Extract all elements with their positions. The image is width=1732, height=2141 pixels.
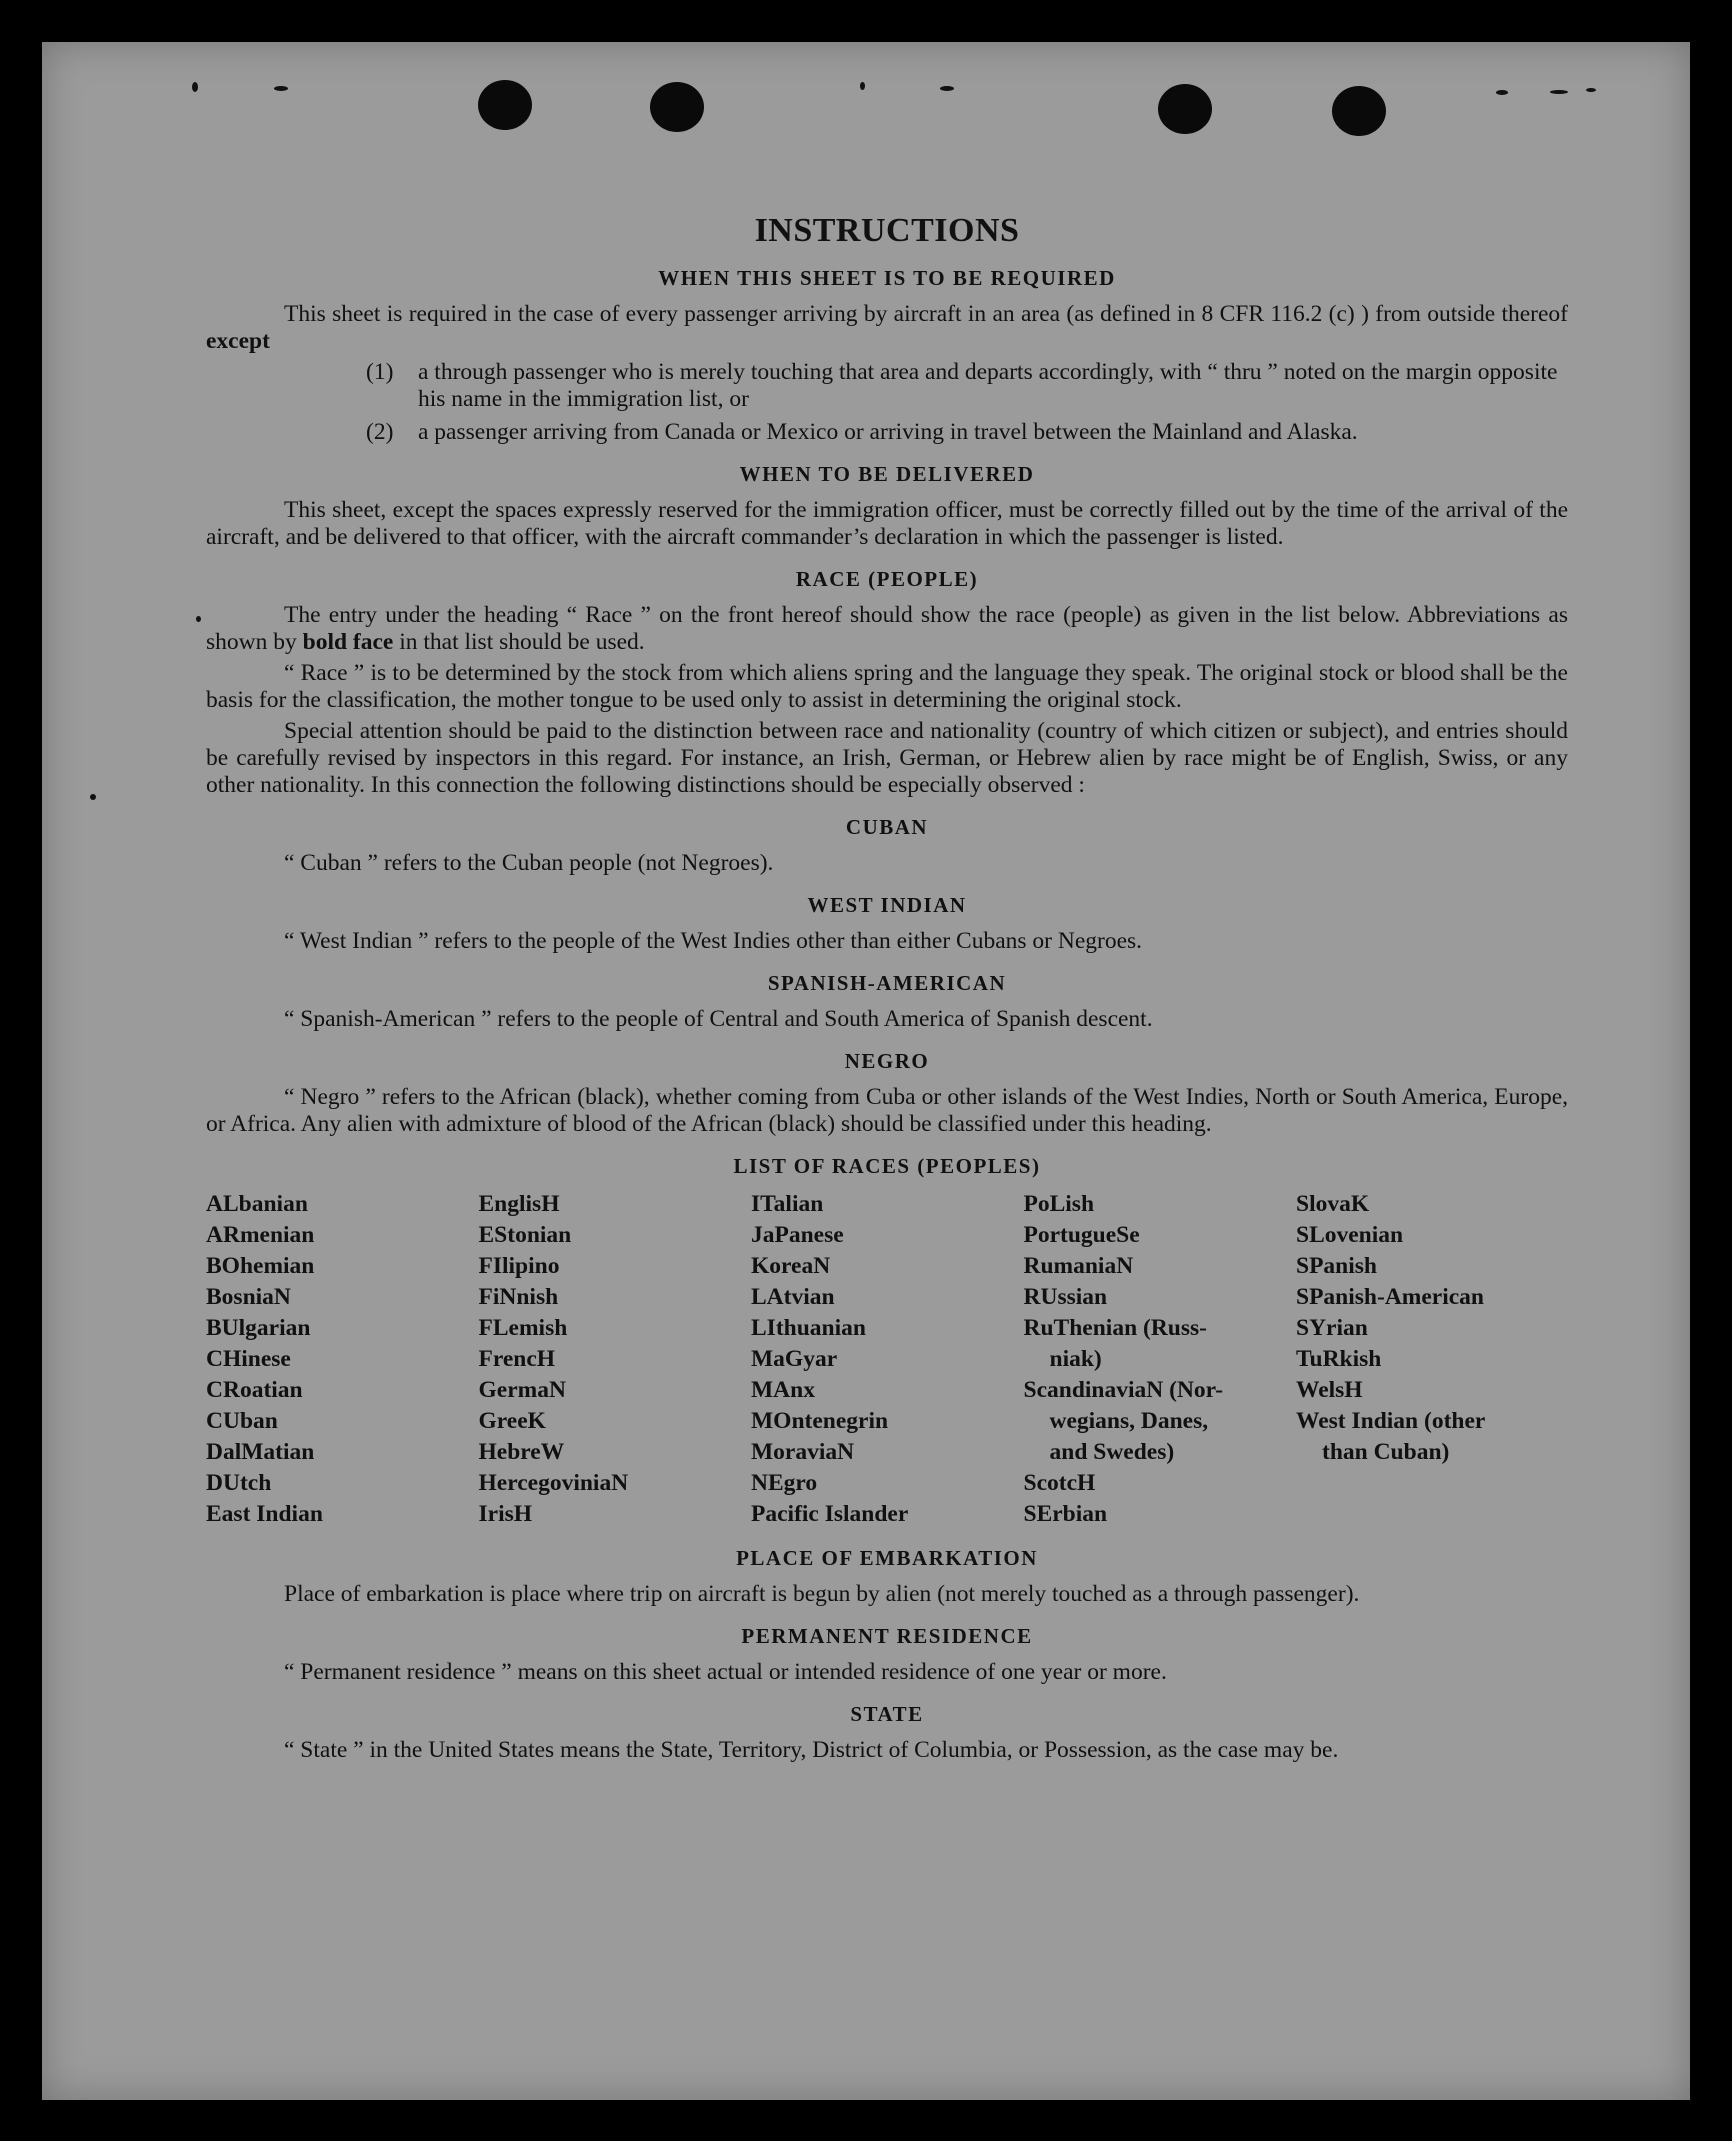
race-entry: MaGyar bbox=[751, 1346, 838, 1372]
race-entry: SYrian bbox=[1296, 1315, 1368, 1341]
race-entry: than Cuban) bbox=[1322, 1439, 1450, 1465]
speck bbox=[90, 794, 96, 800]
race-entry: SlovaK bbox=[1296, 1191, 1370, 1217]
paragraph-race-1: The entry under the heading “ Race ” on the front hereof should show the race (people) as given in the list below. Abbreviations as shown by bold face in that list should be used. bbox=[206, 602, 1568, 655]
race-entry: FIlipino bbox=[478, 1253, 560, 1279]
race-entry: LAtvian bbox=[751, 1284, 835, 1310]
races-column bbox=[479, 1189, 751, 1530]
race-entry: ScotcH bbox=[1023, 1470, 1096, 1496]
race-entry: CHinese bbox=[206, 1346, 291, 1372]
speck bbox=[860, 82, 865, 90]
list-item-number: (1) bbox=[366, 359, 394, 385]
speck bbox=[1496, 90, 1508, 95]
race-entry: MOntenegrin bbox=[751, 1408, 889, 1434]
race-entry: SLovenian bbox=[1296, 1222, 1404, 1248]
race-entry: GreeK bbox=[478, 1408, 546, 1434]
races-table bbox=[206, 1189, 1568, 1530]
race-entry: JaPanese bbox=[751, 1222, 844, 1248]
race-entry: SErbian bbox=[1023, 1501, 1108, 1527]
race-entry: HebreW bbox=[478, 1439, 565, 1465]
race-entry: KoreaN bbox=[751, 1253, 831, 1279]
race-entry: NEgro bbox=[751, 1470, 818, 1496]
heading-cuban: CUBAN bbox=[845, 815, 929, 839]
race-entry: and Swedes) bbox=[1049, 1439, 1175, 1465]
speck bbox=[1550, 90, 1568, 94]
list-item-text: a through passenger who is merely touching that area and departs accordingly, with “ thru ” noted on the margin opposite his name in the immigration list, or bbox=[418, 359, 1558, 412]
paragraph-required: This sheet is required in the case of every passenger arriving by aircraft in an area (as defined in 8 CFR 116.2 (c) ) from outside thereof except bbox=[206, 301, 1568, 354]
except-text: except bbox=[206, 328, 270, 354]
race-entry: EnglisH bbox=[478, 1191, 560, 1217]
list-item bbox=[366, 359, 1568, 413]
race-entry: wegians, Danes, bbox=[1049, 1408, 1209, 1434]
race-entry: niak) bbox=[1049, 1346, 1102, 1372]
heading-race: RACE (PEOPLE) bbox=[795, 567, 979, 591]
race-entry: TuRkish bbox=[1296, 1346, 1382, 1372]
paragraph-west-indian: “ West Indian ” refers to the people of the West Indies other than either Cubans or Negroes. bbox=[284, 928, 1143, 954]
heading-embarkation: PLACE OF EMBARKATION bbox=[736, 1546, 1038, 1570]
speck bbox=[274, 86, 288, 91]
race-entry: East Indian bbox=[206, 1501, 323, 1527]
paragraph-negro: “ Negro ” refers to the African (black), whether coming from Cuba or other islands of the West Indies, North or South America, Europe, or Africa. Any alien with admixture of blood of the African (black) should be classified under this heading. bbox=[206, 1084, 1568, 1137]
heading-state: STATE bbox=[850, 1702, 924, 1726]
paragraph-spanish-american: “ Spanish-American ” refers to the people of Central and South America of Spanish descent. bbox=[284, 1006, 1153, 1032]
paragraph-delivered: This sheet, except the spaces expressly reserved for the immigration officer, must be correctly filled out by the time of the arrival of the aircraft, and be delivered to that officer, with the aircraft commander’s declaration in which the passenger is listed. bbox=[206, 497, 1568, 550]
race-entry: DUtch bbox=[206, 1470, 272, 1496]
race-entry: MAnx bbox=[751, 1377, 815, 1403]
race-entry: RumaniaN bbox=[1023, 1253, 1134, 1279]
paragraph-race-3: Special attention should be paid to the distinction between race and nationality (country of which citizen or subject), and entries should be carefully revised by inspectors in this regard. For instance, an Irish, German, or Hebrew alien by race might be of English, Swiss, or any other nationality. In this connection the following distinctions should be especially observed : bbox=[206, 718, 1568, 798]
document-sheet bbox=[42, 42, 1690, 2100]
race-entry: FiNnish bbox=[478, 1284, 559, 1310]
race-entry: FrencH bbox=[478, 1346, 556, 1372]
speck bbox=[196, 616, 201, 622]
list-item-text: a passenger arriving from Canada or Mexico or arriving in travel between the Mainland and Alaska. bbox=[418, 419, 1358, 445]
punch-hole bbox=[1158, 84, 1212, 134]
heading-west-indian: WEST INDIAN bbox=[807, 893, 967, 917]
race-entry: RUssian bbox=[1023, 1284, 1108, 1310]
race-entry: IrisH bbox=[478, 1501, 533, 1527]
race-entry: PoLish bbox=[1023, 1191, 1095, 1217]
race-entry: LIthuanian bbox=[751, 1315, 866, 1341]
heading-required: WHEN THIS SHEET IS TO BE REQUIRED bbox=[658, 266, 1116, 290]
instructions-content bbox=[206, 212, 1568, 1764]
race-entry: ITalian bbox=[751, 1191, 824, 1217]
races-column bbox=[1024, 1189, 1296, 1530]
race-entry: RuThenian (Russ- bbox=[1023, 1315, 1207, 1341]
races-column bbox=[751, 1189, 1023, 1530]
races-column bbox=[206, 1189, 478, 1530]
heading-spanish-american: SPANISH-AMERICAN bbox=[767, 971, 1007, 995]
race-entry: GermaN bbox=[478, 1377, 566, 1403]
race-entry: Pacific Islander bbox=[751, 1501, 909, 1527]
bold-face-text: bold face bbox=[302, 629, 394, 655]
race-entry: CRoatian bbox=[206, 1377, 303, 1403]
punch-hole bbox=[478, 80, 532, 130]
race-entry: ARmenian bbox=[206, 1222, 315, 1248]
race-entry: EStonian bbox=[478, 1222, 572, 1248]
list-item bbox=[366, 419, 1568, 446]
race-entry: SPanish bbox=[1296, 1253, 1377, 1279]
page-title: INSTRUCTIONS bbox=[754, 212, 1020, 249]
paragraph-residence: “ Permanent residence ” means on this sheet actual or intended residence of one year or more. bbox=[284, 1659, 1167, 1685]
paragraph-state: “ State ” in the United States means the State, Territory, District of Columbia, or Possession, as the case may be. bbox=[284, 1737, 1339, 1763]
speck bbox=[940, 86, 954, 91]
heading-negro: NEGRO bbox=[844, 1049, 930, 1073]
speck bbox=[192, 82, 198, 92]
race-entry: CUban bbox=[206, 1408, 278, 1434]
race-entry: PortugueSe bbox=[1023, 1222, 1140, 1248]
race-entry: BUlgarian bbox=[206, 1315, 311, 1341]
speck bbox=[1586, 88, 1596, 92]
race-entry: HercegoviniaN bbox=[478, 1470, 629, 1496]
race-entry: FLemish bbox=[478, 1315, 568, 1341]
heading-delivered: WHEN TO BE DELIVERED bbox=[739, 462, 1035, 486]
race-entry: ALbanian bbox=[206, 1191, 308, 1217]
race-entry: BOhemian bbox=[206, 1253, 315, 1279]
heading-residence: PERMANENT RESIDENCE bbox=[741, 1624, 1033, 1648]
race-entry: WelsH bbox=[1296, 1377, 1363, 1403]
race-entry: DalMatian bbox=[206, 1439, 315, 1465]
paragraph-race-2: “ Race ” is to be determined by the stock from which aliens spring and the language they speak. The original stock or blood shall be the basis for the classification, the mother tongue to be used only to assist in determining the original stock. bbox=[206, 660, 1568, 713]
paragraph-cuban: “ Cuban ” refers to the Cuban people (not Negroes). bbox=[284, 850, 774, 876]
punch-hole bbox=[1332, 86, 1386, 136]
heading-list-of-races: LIST OF RACES (PEOPLES) bbox=[733, 1154, 1041, 1178]
list-item-number: (2) bbox=[366, 419, 394, 445]
paragraph-embarkation: Place of embarkation is place where trip on aircraft is begun by alien (not merely touched as a through passenger). bbox=[284, 1581, 1360, 1607]
race-entry: MoraviaN bbox=[751, 1439, 855, 1465]
races-column bbox=[1296, 1189, 1568, 1530]
race-entry: ScandinaviaN (Nor- bbox=[1023, 1377, 1224, 1403]
race-entry: BosniaN bbox=[206, 1284, 291, 1310]
race-entry: West Indian (other bbox=[1296, 1408, 1486, 1434]
race-entry: SPanish-American bbox=[1296, 1284, 1484, 1310]
punch-hole bbox=[650, 82, 704, 132]
